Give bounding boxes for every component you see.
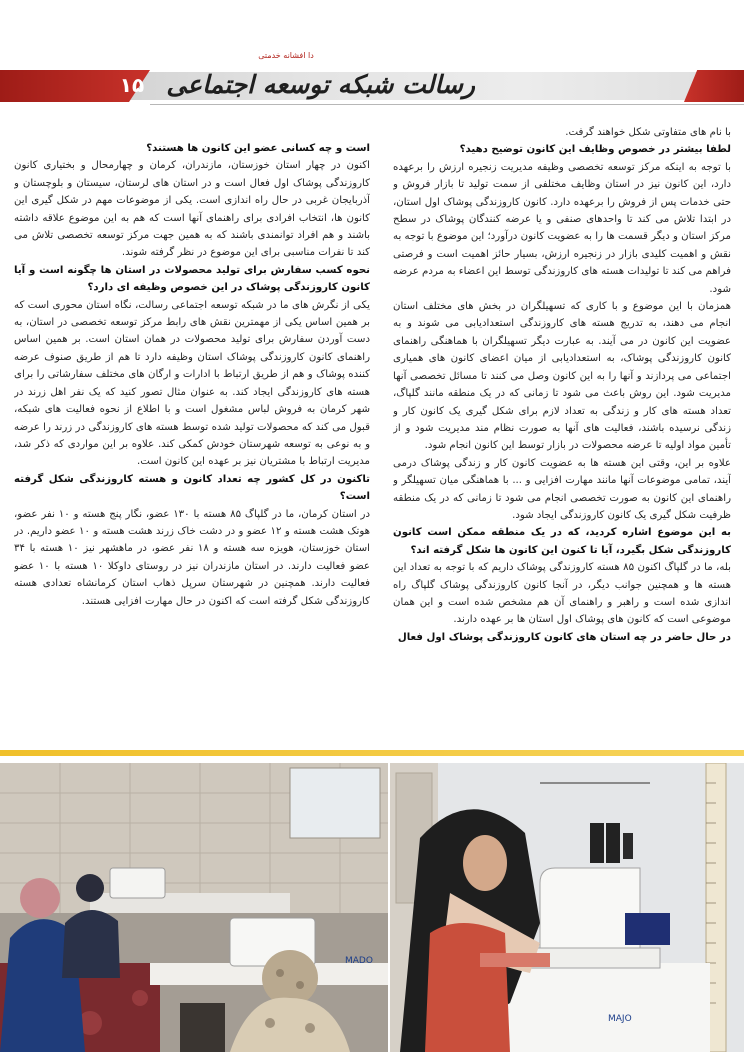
- question-heading: به این موضوع اشاره کردید، که در یک منطقه ممکن است کانون کاروزندگی شکل بگیرد، آیا تا کنون این کانون ها شکل گرفته اند؟: [393, 527, 731, 556]
- paragraph: بله، ما در گلپاگ اکنون ۸۵ هسته کاروزندگی پوشاک داریم که با توجه به تعداد این هسته ها و همچنین جوانب دیگر، در آنجا کانون کاروزندگی پوشاک گلپاگ راه اندازی شده است و راهبر و راهنمای آن هم مشخص شده است و این همان موضوعی است که کانون های پوشاک اول استان ها بر عهده دارند.: [393, 562, 731, 626]
- paragraph: با توجه به اینکه مرکز توسعه تخصصی وظیفه مدیریت زنجیره ارزش را برعهده دارد، این کانون نیز در استان وظایف مختلفی از سمت تولید تا بازار فروش و حتی خدمات پس از فروش را برعهده دارد. کانون کاروزندگی پوشاک اول استان، در ابتدا تلاش می کند تا واحدهای صنفی و یا عرضه کنندگان پوشاک در سطح مرکز استان و دیگر قسمت ها را به عضویت کانون درآورد؛ این موضوع با توجه به نقش و اهمیت کلیدی بازار در زنجیره ارزش، بسیار حائز اهمیت است و فرصتی فراهم می کند تا تولیدات هسته های کاروزندگی توسط این اعضاء به مردم عرضه شود.: [393, 161, 731, 295]
- paragraph: با نام های متفاوتی شکل خواهند گرفت.: [565, 127, 731, 138]
- machine-brand-label: MAJO: [608, 1014, 632, 1024]
- paragraph: یکی از نگرش های ما در شبکه توسعه اجتماعی رسالت، نگاه استان محوری است که بر همین اساس یکی از مهمترین نقش های رابط مرکز توسعه تخصصی در استان، به دست آوردن سفارش برای تولید محصولات در همان استان است. بر همین اساس راهنمای کانون کاروزندگی پوشاک استان وظیفه دارد تا هم از طریق صنوف عرضه کننده پوشاک و هم از طریق ارتباط با ادارات و ارگان های مختلف سفارشاتی را برای هسته های کاروزندگی ایجاد کند. به عنوان مثال تصور کنید که یک نفر اهل زرند در شهر کرمان به فروش لباس مشغول است و با اطلاع از نحوه فعالیت های شبکه، قبول می کند که محصولات تولید شده توسط هسته های کاروزندگی در زرند را عرضه و به نوعی به توسعه شهرستان خودش کمکی کند. علاوه بر این مواردی که ذکر شد، مدیریت ارتباط با مشتریان نیز بر عهده این کانون است.: [14, 299, 370, 468]
- magazine-title: رسالت شبکه توسعه اجتماعی: [166, 70, 475, 99]
- photo-sewing-workshop-right: [390, 763, 744, 1052]
- paragraph: علاوه بر این، وقتی این هسته ها به عضویت کانون کار و زندگی پوشاک درمی آیند، تمامی موضوعات آنها مانند مهارت افزایی و ... با هماهنگی میان تسهیلگر و راهنمای این کانون به صورت تخصصی انجام می شود تا زمانی که در یک منطقه ظرفیت شکل گیری یک کانون کاروزندگی ایجاد شود.: [393, 457, 731, 521]
- question-heading: در حال حاضر در چه استان های کانون کاروزندگی پوشاک اول فعال: [397, 631, 731, 643]
- question-heading: است و چه کسانی عضو این کانون ها هستند؟: [146, 143, 370, 154]
- question-heading: تاکنون در کل کشور چه تعداد کانون و هسته کاروزندگی شکل گرفته است؟: [14, 473, 370, 503]
- article-column-right: [393, 124, 731, 742]
- paragraph: اکنون در چهار استان خوزستان، مازندران، کرمان و چهارمحال و بختیاری کانون کاروزندگی پوشاک اول فعال است و در استان های لرستان، سیستان و بلوچستان و آذربایجان غربی در حال راه اندازی است. یکی از موضوعات مهم در شکل گیری این کانون ها، انتخاب افرادی برای راهنمای آنها است که هم به این موضوع علاقه داشته باشند و هم افراد توانمندی باشند که به همین جهت مرکز توسعه تخصصی تلاش می کند تا نفرات مناسبی برای این موضوع در نظر گرفته شوند.: [14, 160, 370, 259]
- photo-sewing-workshop-left: [0, 763, 388, 1052]
- machine-brand-label: MADO: [345, 956, 373, 966]
- article-column-left: [14, 140, 370, 742]
- question-heading: نحوه کسب سفارش برای تولید محصولات در استان ها چگونه است و آیا کانون کاروزندگی پوشاک در این خصوص وظیفه ای دارد؟: [14, 264, 370, 294]
- page-number: ۱۵: [119, 73, 145, 97]
- paragraph: در استان کرمان، ما در گلپاگ ۸۵ هسته با ۱۳۰ عضو، نگار پنج هسته و ۱۰ نفر عضو، هوتک هشت هسته و ۱۲ عضو و در دشت خاک زرند هشت هسته و ۱۰ عضو داریم. در استان خوزستان، هویزه سه هسته و ۱۸ نفر عضو، در ماهشهر نیز ۱۰ هسته با ۳۴ عضو فعالیت دارند. در استان مازندران نیز در روستای داوکلا ۱۰ هسته با ۱۰ عضو فعالیت دارند. همچنین در شهرستان سرپل ذهاب استان کرمانشاه تعدادی هسته کاروزندگی شکل گرفته است که اکنون در حال مهارت افزایی هستند.: [14, 508, 370, 607]
- header-divider: [150, 104, 744, 105]
- paragraph: همزمان با این موضوع و با کاری که تسهیلگران در بخش های مختلف استان انجام می دهند، به تدریج هسته های کاروزندگی استعدادیابی می شوند و به عضویت این کانون در می آیند. به عبارت دیگر تسهیلگران با هماهنگی راهنمای کانون کاروزندگی پوشاک، به استعدادیابی از میان اعضای کانون های همیاری اجتماعی می پردازند و آنها را به این کانون وصل می کنند تا مسائل تخصصی آنها مدیریت شود. این روش باعث می شود تا زمانی که در یک منطقه مانند گلپاگ، تعداد هسته های کار و زندگی به تعداد لازم برای شکل گیری یک کانون کار و زندگی نرسیده باشند، فعالیت های آنها به صورت نظام مند مدیریت شود و از تأمین مواد اولیه تا عرضه محصولات در بازار توسط این کانون انجام شود.: [393, 301, 731, 452]
- author-credit: دا افشانه خدمتی: [258, 51, 314, 60]
- question-heading: لطفا بیشتر در خصوص وظایف این کانون توضیح دهید؟: [459, 144, 731, 156]
- section-divider-yellow: [0, 750, 744, 756]
